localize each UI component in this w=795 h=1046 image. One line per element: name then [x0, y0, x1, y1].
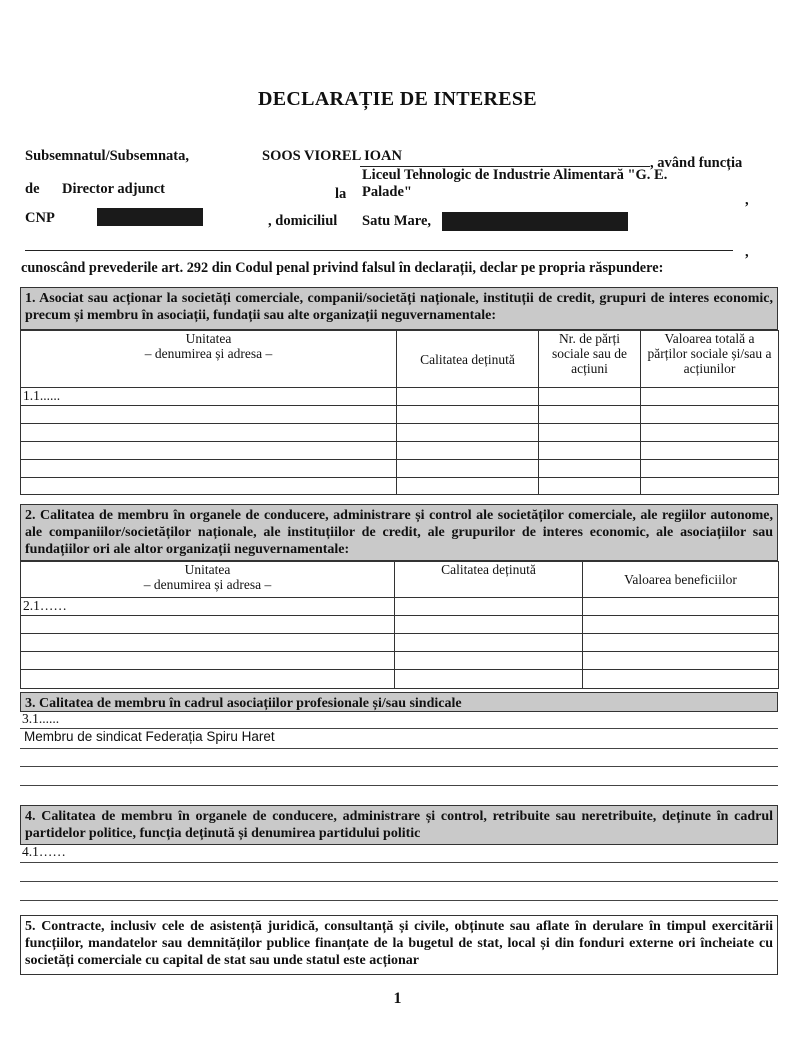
address-redacted: [442, 212, 628, 231]
s1-col-unitatea: Unitatea – denumirea și adresa –: [21, 331, 397, 388]
s4-line-2: [20, 881, 778, 882]
s4-line-1: [20, 862, 778, 863]
s4-line-3: [20, 900, 778, 901]
cnp-redacted: [97, 208, 203, 226]
s3-line-2: [20, 748, 778, 749]
s1-row-1: 1.1......: [21, 388, 397, 406]
institutia-line2: Palade": [362, 184, 412, 200]
page-number: 1: [393, 990, 402, 1007]
s1-col-valoarea: Valoarea totală a părților sociale și/sau a acțiunilor: [641, 331, 779, 388]
de-label: de: [25, 181, 40, 197]
avand-functia-label: , având funcția: [650, 155, 743, 171]
section-2-table: [20, 561, 779, 689]
s3-row-1: 3.1......: [22, 711, 60, 726]
section-3-heading: 3. Calitatea de membru în cadrul asociațiilor profesionale și/sau sindicale: [20, 692, 778, 712]
address-underline: [25, 250, 733, 251]
s2-row-1: 2.1……: [21, 598, 395, 616]
s3-line-3: [20, 766, 778, 767]
section-1-heading: 1. Asociat sau acționar la societăți comerciale, companii/societăți naționale, instituții de credit, grupuri de interes economic, precum și membru în asociații, fundații sau alte organizații neguvernamentale:: [20, 287, 778, 330]
s1-col-nr: Nr. de părți sociale sau de acțiuni: [539, 331, 641, 388]
domiciliul-label: , domiciliul: [268, 213, 338, 229]
s2-col-unitatea: Unitatea – denumirea și adresa –: [21, 562, 395, 598]
comma-1: ,: [745, 192, 749, 208]
cnp-label: CNP: [25, 210, 55, 226]
section-5-heading: 5. Contracte, inclusiv cele de asistență juridică, consultanță și civile, obținute sau aflate în derulare în timpul exercitării funcțiilor, mandatelor sau demnităților publice finanțate de la bugetul de stat, local și din fonduri externe ori încheiate cu societăți comerciale cu capital de stat sau unde statul este acționar: [20, 915, 778, 975]
page-title: DECLARAȚIE DE INTERESE: [258, 88, 537, 110]
comma-2: ,: [745, 244, 749, 260]
s3-line-4: [20, 785, 778, 786]
section-2-heading: 2. Calitatea de membru în organele de conducere, administrare și control ale societăților comerciale, ale regiilor autonome, ale companiilor/societăților naționale, ale instituțiilor de credit, ale grupurilor de interes economic, ale asociațiilor sau fundațiilor ori ale altor organizații neguvernamentale:: [20, 504, 778, 561]
s1-col-calitatea: Calitatea deținută: [397, 331, 539, 388]
declarant-name: SOOS VIOREL IOAN: [262, 148, 402, 164]
section-4-heading: 4. Calitatea de membru în organele de conducere, administrare și control, retribuite sau neretribuite, deținute în cadrul partidelor politice, funcția deținută și denumirea partidului politic: [20, 805, 778, 845]
subsemnatul-label: Subsemnatul/Subsemnata,: [25, 148, 189, 164]
s3-entry: Membru de sindicat Federația Spiru Haret: [24, 729, 275, 744]
institutia-line1: Liceul Tehnologic de Industrie Alimentară "G. E.: [362, 167, 668, 183]
domiciliul-value: Satu Mare,: [362, 213, 432, 229]
s4-row-1: 4.1……: [22, 844, 66, 859]
s2-col-valoarea: Valoarea beneficiilor: [583, 562, 779, 598]
s2-col-calitatea: Calitatea deținută: [395, 562, 583, 598]
statement: cunoscând prevederile art. 292 din Codul penal privind falsul în declarații, declar pe propria răspundere:: [21, 260, 664, 276]
la-label: la: [335, 186, 347, 202]
section-1-table: [20, 330, 779, 495]
functia-value: Director adjunct: [62, 181, 165, 197]
